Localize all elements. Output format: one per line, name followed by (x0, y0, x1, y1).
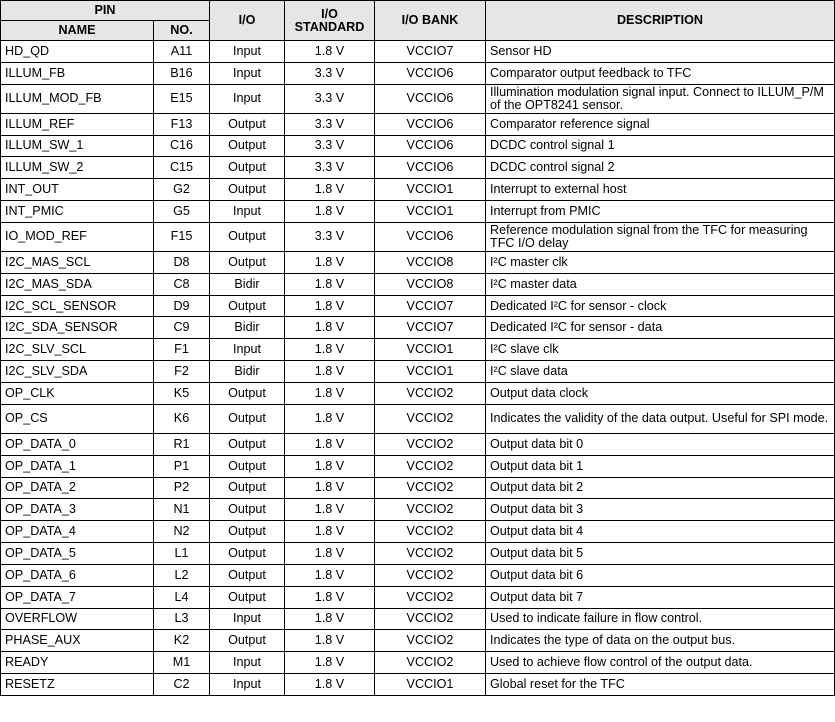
io-cell: Output (210, 179, 285, 201)
io-bank-cell: VCCIO6 (375, 157, 486, 179)
pin-name-cell: OP_CLK (1, 382, 154, 404)
description-cell: Used to achieve flow control of the output data. (486, 652, 835, 674)
description-cell: Output data bit 7 (486, 586, 835, 608)
pin-group-header: PIN (1, 1, 210, 21)
table-row (1, 564, 835, 586)
no-header: NO. (154, 21, 210, 41)
io-cell: Output (210, 543, 285, 565)
io-standard-cell: 1.8 V (285, 586, 375, 608)
pin-number-cell: L2 (154, 564, 210, 586)
description-cell: Comparator reference signal (486, 113, 835, 135)
table-row (1, 382, 835, 404)
table-row (1, 361, 835, 383)
io-cell: Output (210, 586, 285, 608)
pin-name-cell: OP_DATA_3 (1, 499, 154, 521)
pin-number-cell: R1 (154, 433, 210, 455)
pin-name-cell: INT_OUT (1, 179, 154, 201)
pin-number-cell: F15 (154, 222, 210, 251)
description-cell: Output data bit 6 (486, 564, 835, 586)
pin-number-cell: N1 (154, 499, 210, 521)
io-bank-cell: VCCIO1 (375, 339, 486, 361)
io-cell: Output (210, 157, 285, 179)
table-row (1, 499, 835, 521)
pin-name-cell: ILLUM_MOD_FB (1, 84, 154, 113)
pin-number-cell: C15 (154, 157, 210, 179)
table-row (1, 317, 835, 339)
pin-number-cell: E15 (154, 84, 210, 113)
io-cell: Bidir (210, 361, 285, 383)
pin-number-cell: L4 (154, 586, 210, 608)
pin-name-cell: PHASE_AUX (1, 630, 154, 652)
io-cell: Output (210, 521, 285, 543)
io-standard-cell: 1.8 V (285, 652, 375, 674)
table-row (1, 586, 835, 608)
pin-number-cell: N2 (154, 521, 210, 543)
pin-number-cell: F2 (154, 361, 210, 383)
pin-name-cell: OP_DATA_0 (1, 433, 154, 455)
pin-number-cell: G2 (154, 179, 210, 201)
pin-name-cell: I2C_MAS_SDA (1, 273, 154, 295)
description-cell: Sensor HD (486, 41, 835, 63)
io-standard-cell: 1.8 V (285, 382, 375, 404)
pin-number-cell: P2 (154, 477, 210, 499)
pin-number-cell: C16 (154, 135, 210, 157)
description-cell: Indicates the validity of the data output. Useful for SPI mode. (486, 404, 835, 433)
description-cell: Global reset for the TFC (486, 674, 835, 696)
io-standard-cell: 1.8 V (285, 404, 375, 433)
pin-number-cell: K6 (154, 404, 210, 433)
pin-number-cell: C8 (154, 273, 210, 295)
io-cell: Input (210, 41, 285, 63)
io-cell: Output (210, 113, 285, 135)
description-cell: Dedicated I²C for sensor - clock (486, 295, 835, 317)
table-row (1, 84, 835, 113)
table-row (1, 543, 835, 565)
pin-name-cell: I2C_SDA_SENSOR (1, 317, 154, 339)
io-standard-header: I/O STANDARD (285, 1, 375, 41)
pin-number-cell: A11 (154, 41, 210, 63)
io-bank-cell: VCCIO2 (375, 652, 486, 674)
io-cell: Input (210, 62, 285, 84)
table-row (1, 455, 835, 477)
table-row (1, 135, 835, 157)
io-bank-cell: VCCIO2 (375, 608, 486, 630)
table-row (1, 201, 835, 223)
io-standard-cell: 1.8 V (285, 295, 375, 317)
description-cell: Dedicated I²C for sensor - data (486, 317, 835, 339)
description-cell: I²C slave clk (486, 339, 835, 361)
io-standard-cell: 1.8 V (285, 499, 375, 521)
pin-name-cell: OP_DATA_7 (1, 586, 154, 608)
io-bank-cell: VCCIO8 (375, 273, 486, 295)
io-cell: Input (210, 339, 285, 361)
io-standard-cell: 3.3 V (285, 135, 375, 157)
pin-table-body (1, 41, 835, 696)
io-bank-cell: VCCIO6 (375, 135, 486, 157)
table-row (1, 113, 835, 135)
table-row (1, 608, 835, 630)
table-row (1, 273, 835, 295)
pin-number-cell: C9 (154, 317, 210, 339)
io-bank-cell: VCCIO1 (375, 361, 486, 383)
pin-name-cell: OP_CS (1, 404, 154, 433)
io-standard-cell: 1.8 V (285, 564, 375, 586)
io-standard-cell: 3.3 V (285, 62, 375, 84)
pin-number-cell: F13 (154, 113, 210, 135)
table-row (1, 41, 835, 63)
description-cell: Reference modulation signal from the TFC for measuring TFC I/O delay (486, 222, 835, 251)
io-bank-cell: VCCIO2 (375, 564, 486, 586)
io-standard-cell: 1.8 V (285, 630, 375, 652)
description-cell: Output data clock (486, 382, 835, 404)
io-bank-cell: VCCIO2 (375, 404, 486, 433)
io-bank-cell: VCCIO2 (375, 477, 486, 499)
io-cell: Input (210, 608, 285, 630)
description-cell: Output data bit 5 (486, 543, 835, 565)
io-cell: Output (210, 251, 285, 273)
io-standard-cell: 3.3 V (285, 113, 375, 135)
table-row (1, 674, 835, 696)
io-cell: Output (210, 404, 285, 433)
table-row (1, 157, 835, 179)
table-row (1, 433, 835, 455)
pin-number-cell: K5 (154, 382, 210, 404)
pin-name-cell: READY (1, 652, 154, 674)
pin-number-cell: K2 (154, 630, 210, 652)
description-cell: DCDC control signal 2 (486, 157, 835, 179)
pin-name-cell: IO_MOD_REF (1, 222, 154, 251)
io-cell: Bidir (210, 273, 285, 295)
pin-name-cell: INT_PMIC (1, 201, 154, 223)
description-cell: Comparator output feedback to TFC (486, 62, 835, 84)
description-cell: I²C master data (486, 273, 835, 295)
io-standard-cell: 1.8 V (285, 674, 375, 696)
io-standard-cell: 3.3 V (285, 84, 375, 113)
io-bank-cell: VCCIO1 (375, 201, 486, 223)
io-standard-cell: 1.8 V (285, 201, 375, 223)
io-standard-cell: 1.8 V (285, 317, 375, 339)
pin-number-cell: F1 (154, 339, 210, 361)
pin-name-cell: ILLUM_SW_1 (1, 135, 154, 157)
pin-name-cell: OP_DATA_6 (1, 564, 154, 586)
pin-name-cell: OP_DATA_2 (1, 477, 154, 499)
description-cell: Output data bit 4 (486, 521, 835, 543)
io-cell: Output (210, 382, 285, 404)
table-row (1, 521, 835, 543)
table-row (1, 339, 835, 361)
pin-name-cell: OP_DATA_5 (1, 543, 154, 565)
io-bank-header: I/O BANK (375, 1, 486, 41)
pin-name-cell: I2C_MAS_SCL (1, 251, 154, 273)
pin-name-cell: I2C_SLV_SDA (1, 361, 154, 383)
io-standard-cell: 1.8 V (285, 477, 375, 499)
table-row (1, 630, 835, 652)
pin-name-cell: RESETZ (1, 674, 154, 696)
table-row (1, 62, 835, 84)
description-cell: Interrupt from PMIC (486, 201, 835, 223)
io-standard-cell: 1.8 V (285, 251, 375, 273)
description-cell: Used to indicate failure in flow control. (486, 608, 835, 630)
io-bank-cell: VCCIO8 (375, 251, 486, 273)
io-bank-cell: VCCIO2 (375, 382, 486, 404)
io-standard-cell: 1.8 V (285, 41, 375, 63)
io-standard-cell: 1.8 V (285, 339, 375, 361)
io-bank-cell: VCCIO6 (375, 84, 486, 113)
io-standard-cell: 1.8 V (285, 608, 375, 630)
io-bank-cell: VCCIO1 (375, 179, 486, 201)
table-row (1, 222, 835, 251)
io-bank-cell: VCCIO6 (375, 222, 486, 251)
table-row (1, 652, 835, 674)
description-cell: Output data bit 2 (486, 477, 835, 499)
pin-number-cell: L3 (154, 608, 210, 630)
io-bank-cell: VCCIO6 (375, 62, 486, 84)
description-cell: Output data bit 3 (486, 499, 835, 521)
pin-number-cell: D8 (154, 251, 210, 273)
pin-name-cell: OP_DATA_4 (1, 521, 154, 543)
io-bank-cell: VCCIO1 (375, 674, 486, 696)
pin-number-cell: L1 (154, 543, 210, 565)
io-bank-cell: VCCIO6 (375, 113, 486, 135)
description-cell: DCDC control signal 1 (486, 135, 835, 157)
io-cell: Output (210, 295, 285, 317)
io-header: I/O (210, 1, 285, 41)
description-cell: Indicates the type of data on the output bus. (486, 630, 835, 652)
io-cell: Output (210, 455, 285, 477)
pin-number-cell: B16 (154, 62, 210, 84)
name-header: NAME (1, 21, 154, 41)
io-standard-cell: 1.8 V (285, 179, 375, 201)
pin-name-cell: ILLUM_SW_2 (1, 157, 154, 179)
pin-number-cell: P1 (154, 455, 210, 477)
io-cell: Output (210, 477, 285, 499)
table-row (1, 404, 835, 433)
pin-name-cell: I2C_SCL_SENSOR (1, 295, 154, 317)
io-bank-cell: VCCIO2 (375, 455, 486, 477)
pin-name-cell: HD_QD (1, 41, 154, 63)
io-cell: Input (210, 652, 285, 674)
description-cell: Output data bit 1 (486, 455, 835, 477)
pin-name-cell: I2C_SLV_SCL (1, 339, 154, 361)
io-standard-cell: 1.8 V (285, 543, 375, 565)
io-cell: Input (210, 201, 285, 223)
io-cell: Output (210, 564, 285, 586)
io-standard-cell: 1.8 V (285, 521, 375, 543)
table-row (1, 477, 835, 499)
io-bank-cell: VCCIO2 (375, 499, 486, 521)
pin-name-cell: ILLUM_FB (1, 62, 154, 84)
description-cell: Interrupt to external host (486, 179, 835, 201)
io-bank-cell: VCCIO7 (375, 41, 486, 63)
description-cell: Illumination modulation signal input. Connect to ILLUM_P/M of the OPT8241 sensor. (486, 84, 835, 113)
description-cell: I²C master clk (486, 251, 835, 273)
pin-name-cell: OVERFLOW (1, 608, 154, 630)
pin-number-cell: D9 (154, 295, 210, 317)
io-cell: Output (210, 630, 285, 652)
description-cell: I²C slave data (486, 361, 835, 383)
io-bank-cell: VCCIO2 (375, 586, 486, 608)
io-cell: Input (210, 84, 285, 113)
pin-name-cell: ILLUM_REF (1, 113, 154, 135)
io-standard-cell: 3.3 V (285, 222, 375, 251)
io-bank-cell: VCCIO7 (375, 317, 486, 339)
io-bank-cell: VCCIO2 (375, 630, 486, 652)
io-cell: Bidir (210, 317, 285, 339)
io-standard-cell: 1.8 V (285, 361, 375, 383)
table-row (1, 179, 835, 201)
io-cell: Output (210, 222, 285, 251)
io-cell: Output (210, 433, 285, 455)
description-cell: Output data bit 0 (486, 433, 835, 455)
io-bank-cell: VCCIO2 (375, 521, 486, 543)
io-standard-cell: 3.3 V (285, 157, 375, 179)
io-cell: Output (210, 135, 285, 157)
io-standard-cell: 1.8 V (285, 455, 375, 477)
description-header: DESCRIPTION (486, 1, 835, 41)
io-bank-cell: VCCIO2 (375, 433, 486, 455)
table-row (1, 251, 835, 273)
io-standard-cell: 1.8 V (285, 433, 375, 455)
io-bank-cell: VCCIO7 (375, 295, 486, 317)
io-bank-cell: VCCIO2 (375, 543, 486, 565)
table-row (1, 295, 835, 317)
pin-number-cell: M1 (154, 652, 210, 674)
io-cell: Output (210, 499, 285, 521)
io-standard-cell: 1.8 V (285, 273, 375, 295)
io-cell: Input (210, 674, 285, 696)
pin-number-cell: G5 (154, 201, 210, 223)
pin-number-cell: C2 (154, 674, 210, 696)
pin-name-cell: OP_DATA_1 (1, 455, 154, 477)
